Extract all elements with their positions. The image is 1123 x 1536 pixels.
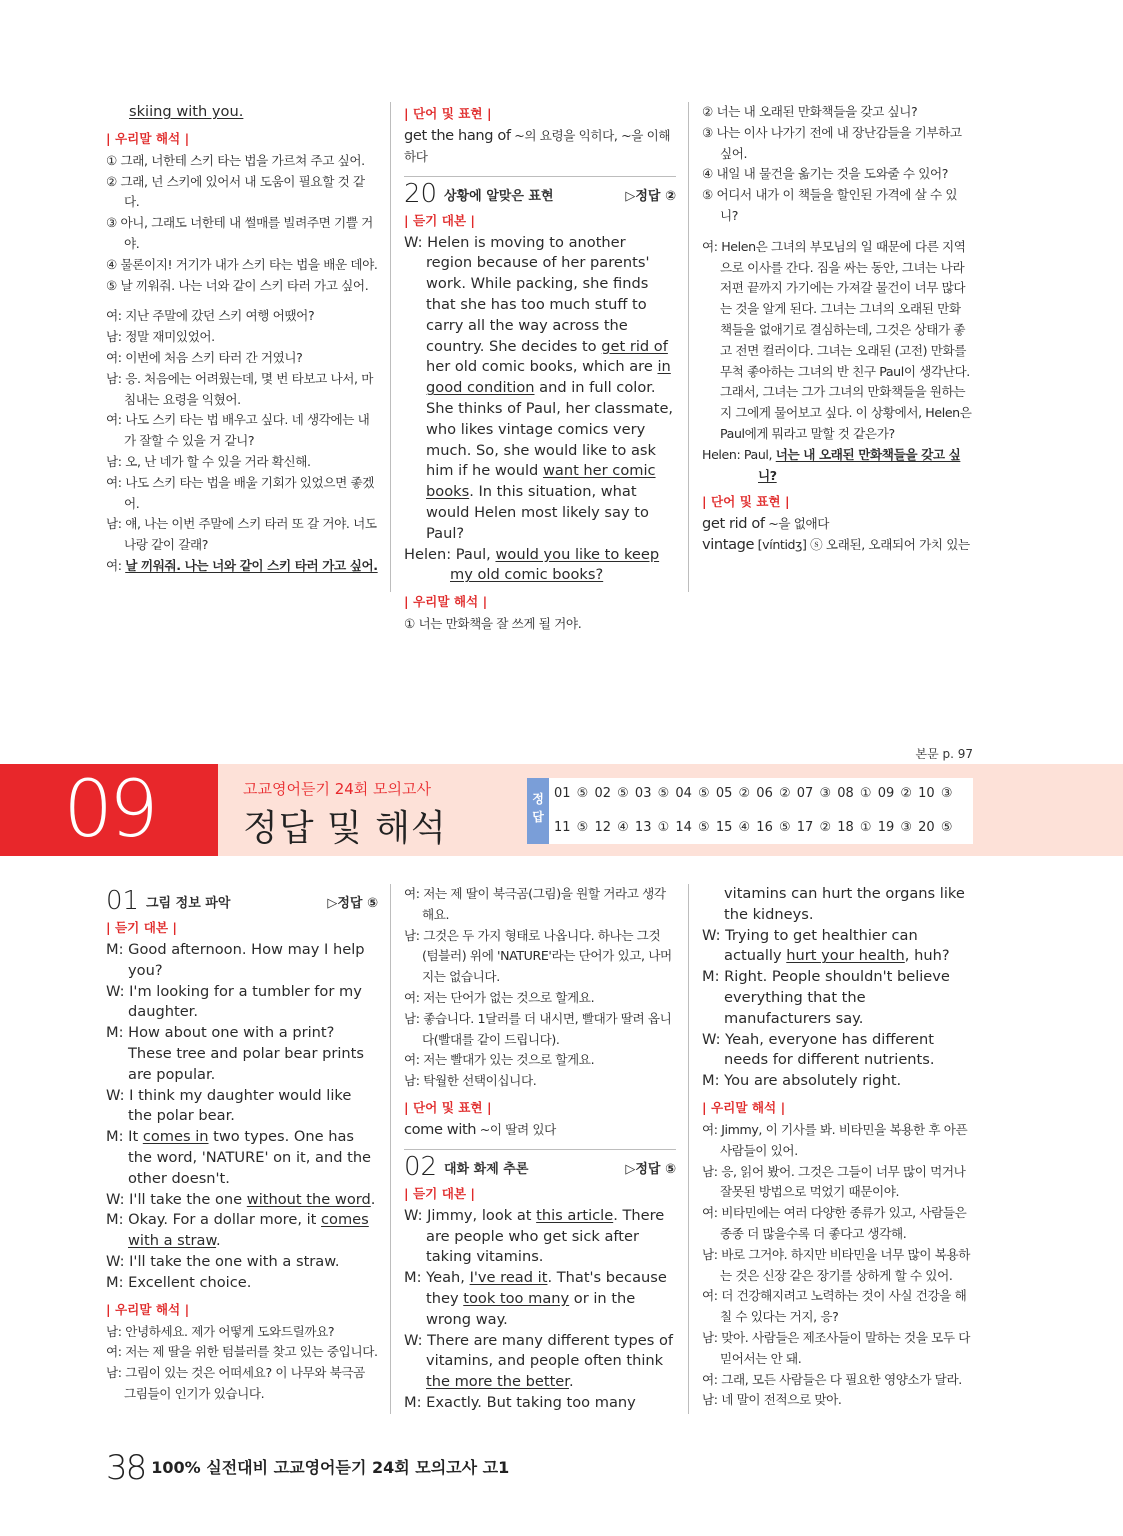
translation-line: 남: 탁월한 선택이십니다. [404, 1073, 537, 1089]
answer-key-row-2: 11 ⑤ 12 ④ 13 ① 14 ⑤ 15 ④ 16 ⑤ 17 ② 18 ① 19 ③ 20 ⑤ [554, 820, 953, 835]
translation-line: 남: 그것은 두 가지 형태로 나옵니다. 하나는 그것(텀블러) 위에 'NATURE'라는 단어가 있고, 나머지는 없습니다. [404, 927, 672, 985]
label-translation: | 우리말 해석 | [106, 130, 190, 146]
translation-line: 남: 응, 읽어 봤어. 그것은 그들이 너무 많이 먹거나 잘못된 방법으로 먹었기 때문이야. [702, 1163, 966, 1200]
script-line: M: Exactly. But taking too many [404, 1393, 636, 1411]
word-entry: vintage [víntidʒ] ⓢ 오래된, 오래되어 가치 있는 [702, 536, 970, 554]
column-divider [390, 102, 391, 592]
answer-key-label: 정답 [527, 778, 549, 844]
label-script: | 듣기 대본 | [404, 212, 476, 228]
script-line: W: I'll take the one without the word. [106, 1190, 376, 1208]
option-2: ② 그래, 넌 스키에 있어서 내 도움이 필요할 것 같다. [106, 173, 365, 210]
word-term: get the hang of [404, 127, 511, 144]
script-line: W: I'll take the one with a straw. [106, 1252, 340, 1270]
option-1: ① 너는 만화책을 잘 쓰게 될 거야. [404, 616, 582, 632]
page-reference: 본문 p. 97 [915, 747, 973, 761]
script-w: W: Helen is moving to another region because of her parents' work. While packing, she finds that she has too much stuff to carry all the way across the country. She decides to get rid of her old comic books, which are in good condition and in full color. She thinks of Paul, her classmate, who likes vintage comics very much. So, she would like to ask him if he would want her comic books. In this situation, what would Helen most likely say to Paul? [404, 233, 674, 542]
option-2: ② 너는 내 오래된 만화책들을 갖고 싶니? [702, 104, 918, 119]
translation-line: 여: 저는 빨대가 있는 것으로 할게요. [404, 1052, 595, 1068]
label-script: | 듣기 대본 | [106, 920, 178, 935]
translation-line: 여: 더 건강해지려고 노력하는 것이 사실 건강을 해칠 수 있다는 거지, 응? [702, 1288, 967, 1325]
label-translation: | 우리말 해석 | [404, 594, 488, 610]
skiing-line: skiing with you. [129, 103, 244, 120]
question-title: 그림 정보 파악 [146, 896, 231, 911]
column-divider [688, 102, 689, 592]
script-line: M: You are absolutely right. [702, 1072, 902, 1090]
word-def: ~의 요령을 익히다, ~을 이해하다 [404, 128, 671, 164]
answer-text: 날 끼워줘. 나는 너와 같이 스키 타러 가고 싶어. [125, 557, 378, 573]
dialog-line: 여: 이번에 처음 스키 타러 간 거였니? [106, 349, 303, 365]
option-3: ③ 아니, 그래도 너한테 내 썰매를 빌려주면 기쁠 거야. [106, 215, 373, 251]
translation-line: 남: 좋습니다. 1달러를 더 내시면, 빨대가 딸려 옵니다(빨대를 같이 드립니다). [404, 1010, 672, 1047]
script-line: M: Okay. For a dollar more, it comes with a straw. [106, 1211, 369, 1250]
answer-key-row-1: 01 ⑤ 02 ⑤ 03 ⑤ 04 ⑤ 05 ② 06 ② 07 ③ 08 ① 09 ② 10 ③ [554, 786, 953, 801]
script-line: M: It comes in two types. One has the word, 'NATURE' on it, and the other doesn't. [106, 1128, 372, 1187]
script-line: W: Trying to get healthier can actually hurt your health, huh? [702, 926, 950, 965]
bottom-col-3 [702, 884, 974, 1411]
page-footer [106, 1448, 509, 1488]
translation-line: 남: 그림이 있는 것은 어떠세요? 이 나무와 북극곰 그림들이 인기가 있습니다. [106, 1365, 365, 1401]
translation-helen: Helen: Paul, 너는 내 오래된 만화책들을 갖고 싶니? [702, 446, 961, 483]
question-title: 대화 화제 추론 [444, 1161, 529, 1177]
translation-line: 여: 그래, 모든 사람들은 다 필요한 영양소가 달라. [702, 1371, 962, 1387]
word-entry [404, 126, 676, 168]
word-entry: come with ~이 딸려 있다 [404, 1120, 556, 1138]
translation-line: 남: 안녕하세요. 제가 어떻게 도와드릴까요? [106, 1323, 335, 1339]
dialog-line: 남: 얘, 나는 이번 주말에 스키 타러 또 갈 거야. 너도 나랑 같이 갈래? [106, 516, 377, 553]
script-continuation: vitamins can hurt the organs like the kidneys. [724, 885, 965, 923]
script-line: W: I think my daughter would like the polar bear. [106, 1086, 352, 1125]
section-subtitle: 고교영어듣기 24회 모의고사 [243, 780, 432, 798]
translation-line: 남: 바로 그거야. 하지만 비타민을 너무 많이 복용하는 것은 신장 같은 장기를 상하게 할 수 있어. [702, 1246, 970, 1283]
translation-line: 남: 맞아. 사람들은 제조사들이 말하는 것을 모두 다 믿어서는 안 돼. [702, 1329, 970, 1366]
column-divider [390, 884, 391, 1414]
section-number: 09 [0, 764, 218, 856]
question-02-header [404, 1149, 676, 1182]
dialog-line: 여: 나도 스키 타는 법을 배울 기회가 있었으면 좋겠어. [106, 474, 374, 511]
option-4: ④ 내일 내 물건을 옮기는 것을 도와줄 수 있어? [702, 166, 949, 182]
column-divider [688, 884, 689, 1414]
speaker: 여: [106, 557, 126, 573]
translation-line: 여: 저는 제 딸이 북극곰(그림)을 원할 거라고 생각해요. [404, 886, 666, 922]
label-translation: | 우리말 해석 | [106, 1301, 190, 1317]
question-01-header [106, 884, 378, 916]
book-title: 100% 실전대비 고교영어듣기 24회 모의고사 고1 [151, 1458, 510, 1477]
translation-line: 여: 저는 단어가 없는 것으로 할게요. [404, 989, 595, 1005]
question-answer: ▷정답 ② [625, 188, 676, 204]
script-line: W: Jimmy, look at this article. There are people who get sick after taking vitamins. [404, 1206, 665, 1266]
top-col-2 [404, 102, 676, 635]
option-3: ③ 나는 이사 나가기 전에 내 장난감들을 기부하고 싶어. [702, 124, 962, 161]
dialog-line: 여: 나도 스키 타는 법 배우고 싶다. 네 생각에는 내가 잘할 수 있을 거 같니? [106, 412, 370, 449]
question-answer: ▷정답 ⑤ [625, 1161, 676, 1177]
label-words: | 단어 및 표현 | [702, 494, 790, 510]
dialog-line: 남: 오, 난 네가 할 수 있을 거라 확신해. [106, 453, 311, 469]
script-line: W: Yeah, everyone has different needs for different nutrients. [702, 1030, 935, 1069]
script-line: M: Good afternoon. How may I help you? [106, 941, 365, 979]
translation-paragraph: 여: Helen은 그녀의 부모님의 일 때문에 다른 지역으로 이사를 간다. 짐을 싸는 동안, 그녀는 나라 저편 끝까지 가기에는 가져갈 물건이 너무 많다는 것을 알게 된다. 그녀는 그녀의 오래된 만화 책들을 없애기로 결심하는데, 그것은 상태가 좋고 전면 컬러이다. 그녀는 오래된 (고전) 만화를 무척 좋아하는 그녀의 반 친구 Paul이 생각난다. 그래서, 그녀는 그가 그녀의 만화책들을 원하는지 그에게 물어보고 싶다. 이 상황에서, Helen은 Paul에게 뭐라고 말할 것 같은가? [702, 238, 972, 441]
option-4: ④ 물론이지! 거기가 내가 스키 타는 법을 배운 데야. [106, 256, 378, 272]
label-words: | 단어 및 표현 | [404, 106, 492, 121]
question-20-header [404, 176, 676, 209]
question-title: 상황에 알맞은 표현 [444, 188, 554, 204]
script-line: W: I'm looking for a tumbler for my daughter. [106, 982, 362, 1021]
option-5: ⑤ 어디서 내가 이 책들을 할인된 가격에 살 수 있니? [702, 187, 958, 223]
top-col-3 [702, 102, 974, 556]
question-answer: ▷정답 ⑤ [327, 896, 378, 911]
dialog-line: 남: 정말 재미있었어. [106, 329, 215, 345]
script-line: W: There are many different types of vitamins, and people often think the more the better. [404, 1331, 674, 1391]
dialog-answer-line [106, 556, 378, 577]
question-number: 01 [106, 886, 140, 916]
script-line: M: How about one with a print? These tree and polar bear prints are popular. [106, 1024, 365, 1083]
bottom-col-1 [106, 884, 378, 1405]
label-translation: | 우리말 해석 | [702, 1099, 786, 1115]
question-number: 02 [404, 1151, 438, 1182]
page-number: 38 [106, 1448, 146, 1488]
translation-line: 여: 비타민에는 여러 다양한 종류가 있고, 사람들은 종종 더 많을수록 더 좋다고 생각해. [702, 1205, 967, 1241]
option-5: ⑤ 날 끼워줘. 나는 너와 같이 스키 타러 가고 싶어. [106, 277, 369, 293]
label-words: | 단어 및 표현 | [404, 1099, 492, 1115]
script-line: M: Right. People shouldn't believe everything that the manufacturers say. [702, 968, 950, 1027]
translation-line: 여: Jimmy, 이 기사를 봐. 비타민을 복용한 후 아픈 사람들이 있어. [702, 1121, 968, 1158]
question-number: 20 [404, 178, 438, 209]
dialog-line: 남: 응. 처음에는 어려웠는데, 몇 번 타보고 나서, 마침내는 요령을 익혔어. [106, 370, 374, 407]
dialog-line: 여: 지난 주말에 갔던 스키 여행 어땠어? [106, 308, 315, 324]
translation-line: 남: 네 말이 전적으로 맞아. [702, 1392, 842, 1408]
option-1: ① 그래, 너한테 스키 타는 법을 가르쳐 주고 싶어. [106, 152, 365, 168]
translation-line: 여: 저는 제 딸을 위한 텀블러를 찾고 있는 중입니다. [106, 1344, 378, 1360]
top-col-1 [106, 102, 378, 577]
script-line: M: Excellent choice. [106, 1273, 252, 1291]
section-title: 정답 및 해석 [243, 808, 447, 849]
label-script: | 듣기 대본 | [404, 1185, 476, 1201]
bottom-col-2 [404, 884, 676, 1414]
script-helen: Helen: Paul, would you like to keep my old comic books? [404, 545, 660, 584]
answer-key [527, 778, 973, 844]
word-entry: get rid of ~을 없애다 [702, 515, 830, 533]
script-line: M: Yeah, I've read it. That's because they took too many or in the wrong way. [404, 1269, 667, 1328]
